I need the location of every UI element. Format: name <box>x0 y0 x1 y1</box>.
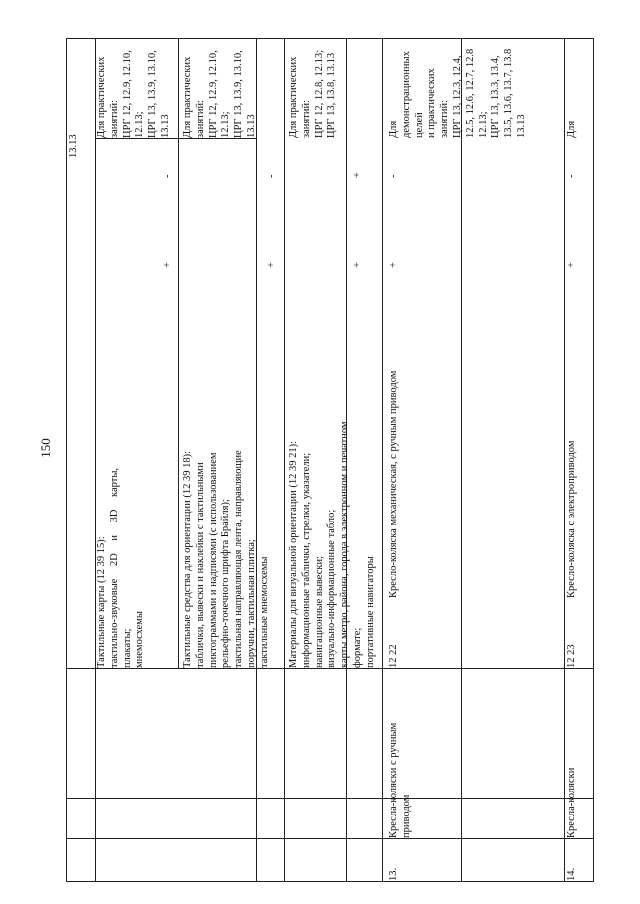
row2-c2: - <box>266 174 277 178</box>
row3-c1: + <box>352 262 363 268</box>
row3-c2: + <box>352 172 363 178</box>
row14-num: 14. <box>566 867 577 881</box>
row1-desc: Тактильные карты (12 39 15): тактильно-звуковые 2D и 3D карты, плакаты; мнемосхемы <box>96 468 146 668</box>
row13-c1: + <box>388 262 399 268</box>
row3-desc: Материалы для визуальной ориентации (12 39 21): информационные таблички, стрелки, указатели; навигационные вывески; визуально-информационные табло; карты метро, района, города в электронном и печатном формате; портативные навигаторы <box>288 421 376 668</box>
row13-num: 13. <box>388 867 399 881</box>
row14-c2: - <box>566 174 577 178</box>
row2-desc: Тактильные средства для ориентации (12 39 18): таблички, вывески и наклейки с тактильными пиктограммами и надписями (с использованием рельефно-точечного шрифта Брайля); тактильная направляющая лента, направляющие поручни, тактильная плитка; тактильные мнемосхемы <box>182 450 270 668</box>
equipment-table <box>66 38 594 882</box>
row14-name: Кресла-коляски <box>566 767 577 838</box>
page-number: 150 <box>37 438 53 458</box>
row2-c1: + <box>266 262 277 268</box>
row0-note: 13.13 <box>68 134 79 158</box>
row2-note: Для практических занятий: ЦРГ 12, 12.9, 12.10, 12.13; ЦРГ 13, 13.9, 13.10, 13.13 <box>182 50 257 138</box>
row1-c2: - <box>162 174 173 178</box>
row14-code: 12 23 <box>566 644 577 668</box>
row13-note: Для демонстрационных целей и практических занятий: ЦРГ 13, 12.3, 12.4, 12.5, 12.6, 12.7, 12.8 12.13; ЦРГ 13, 13.3, 13.4, 13.5, 13.6, 13.7, 13.8 13.13 <box>388 48 527 138</box>
row14-c1: + <box>566 262 577 268</box>
row13-name: Кресла-коляски с ручным приводом <box>388 722 412 838</box>
row13-c2: - <box>388 174 399 178</box>
row3-note: Для практических занятий: ЦРГ 12, 12.8, 12.13; ЦРГ 13, 13.8, 13.13 <box>288 49 338 138</box>
row13-code: 12 22 <box>388 644 399 668</box>
row1-c1: + <box>162 262 173 268</box>
row14-note: Для <box>566 120 577 138</box>
row14-desc: Кресло-коляска с электроприводом <box>566 440 577 598</box>
row1-note: Для практических занятий: ЦРГ 12, 12.9, 12.10, 12.13; ЦРГ 13, 13.9, 13.10, 13.13 <box>96 50 171 138</box>
row13-desc: Кресло-коляска механическая, с ручным приводом <box>388 370 399 598</box>
